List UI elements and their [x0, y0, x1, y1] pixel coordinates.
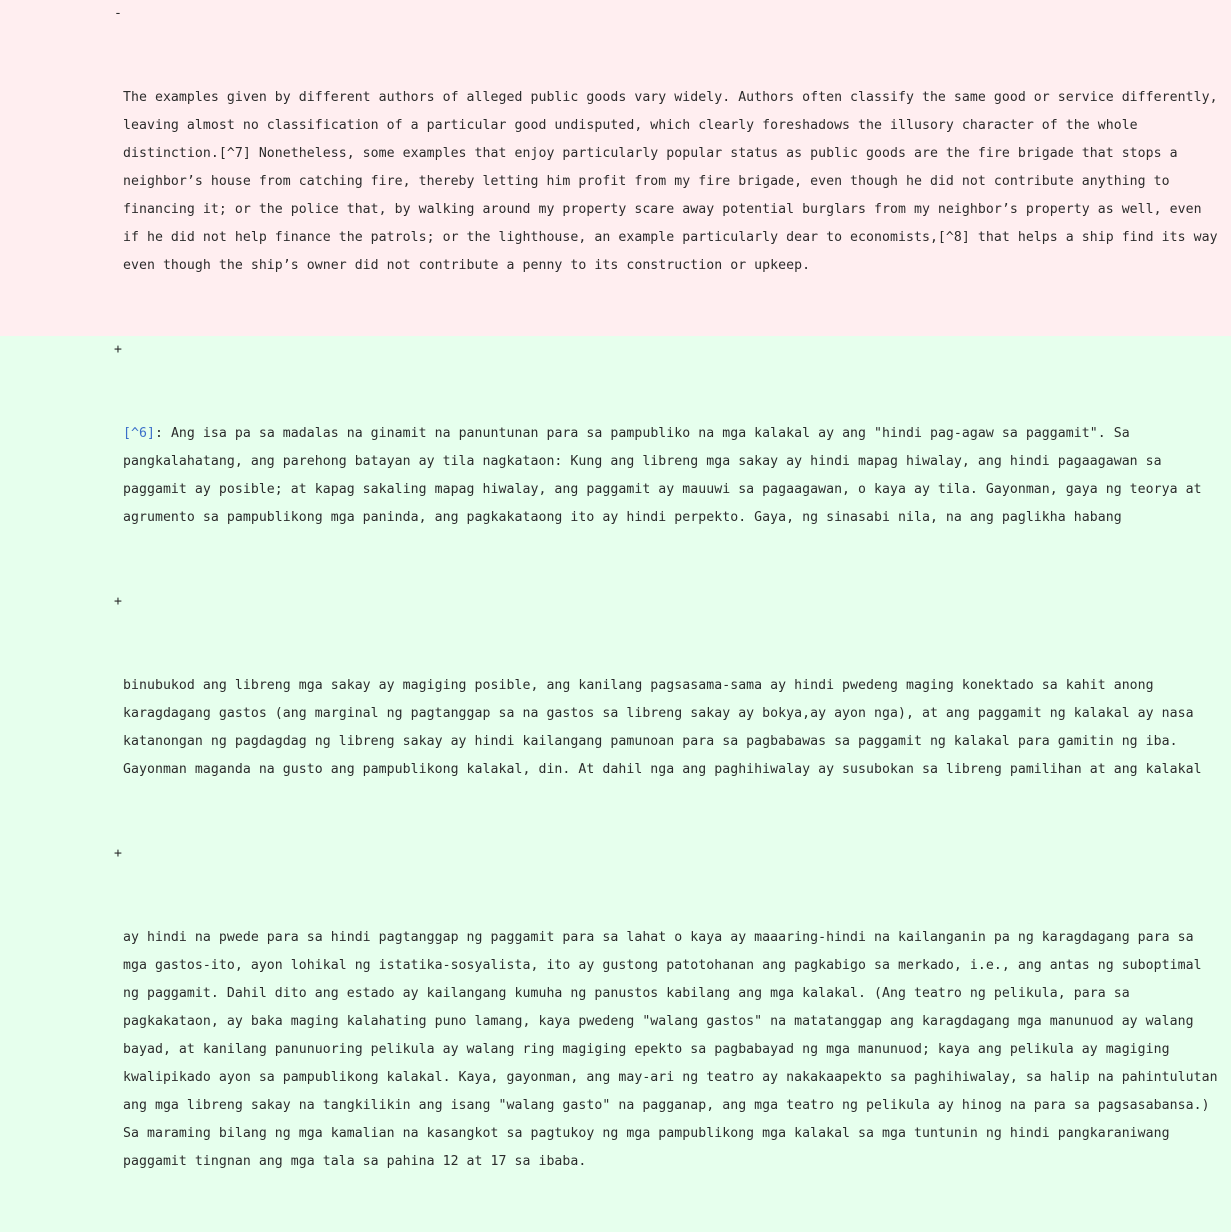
insertion-marker: +: [114, 342, 122, 357]
footnote-link[interactable]: [^6]: [123, 426, 155, 441]
insertion-marker: +: [114, 846, 122, 861]
diff-row-insertion: [0, 840, 1231, 1232]
diff-line-content: [0, 840, 1231, 1232]
inserted-text-wrapper: [114, 420, 1219, 532]
insertion-marker: +: [114, 594, 122, 609]
deleted-text: The examples given by different authors of alleged public goods vary widely. Authors often classify the same good or service differently, leaving almost no classification of a particular good undisputed, which clearly foreshadows the illusory character of the whole distinction.[^7] Nonetheless, some examples that enjoy particularly popular status as public goods are the fire brigade that stops a neighbor’s house from catching fire, thereby letting him profit from my fire brigade, even though he did not contribute anything to financing it; or the police that, by walking around my property scare away potential burglars from my neighbor’s property as well, even if he did not help finance the patrols; or the lighthouse, an example particularly dear to economists,[^8] that helps a ship find its way even though the ship’s owner did not contribute a penny to its construction or upkeep.: [123, 90, 1226, 273]
inserted-text: : Ang isa pa sa madalas na ginamit na panuntunan para sa pampubliko na mga kalakal ay ang "hindi pag-agaw sa paggamit". Sa pangkalahatang, ang parehong batayan ay tila nagkataon: Kung ang libreng mga sakay ay hindi mapag hiwalay, ang hindi pagaagawan sa paggamit ay posible; at kapag sakaling mapag hiwalay, ang paggamit ay mauuwi sa pagaagawan, o kaya ay tila. Gayonman, gaya ng teorya at agrumento sa pampublikong mga paninda, ang pagkakataong ito ay hindi perpekto. Gaya, ng sinasabi nila, na ang paglikha habang: [123, 426, 1210, 525]
diff-row-insertion: [0, 336, 1231, 588]
diff-line-content: [0, 336, 1231, 588]
diff-row-insertion: [0, 588, 1231, 840]
diff-line-content: [0, 0, 1231, 336]
inserted-text: binubukod ang libreng mga sakay ay magiging posible, ang kanilang pagsasama-sama ay hindi pwedeng maging konektado sa kahit anong karagdagang gastos (ang marginal ng pagtanggap sa na gastos sa libreng sakay ay bokya,ay ayon nga), at ang paggamit ng kalakal ay nasa katanongan ng pagdagdag ng libreng sakay ay hindi kailangang pamunoan para sa pagbabawas sa paggamit ng kalakal para gamitin ng iba. Gayonman maganda na gusto ang pampublikong kalakal, din. At dahil nga ang paghihiwalay ay susubokan sa libreng pamilihan at ang kalakal: [123, 678, 1202, 777]
diff-row-deletion: [0, 0, 1231, 336]
deletion-marker: -: [114, 6, 122, 21]
inserted-text: ay hindi na pwede para sa hindi pagtanggap ng paggamit para sa lahat o kaya ay maaaring-hindi na kailanganin pa ng karagdagang para sa mga gastos-ito, ayon lohikal ng istatika-sosyalista, ito ay gustong patotohanan ang pagkabigo sa merkado, i.e., ang antas ng suboptimal ng paggamit. Dahil dito ang estado ay kailangang kumuha ng panustos kabilang ang mga kalakal. (Ang teatro ng pelikula, para sa pagkakataon, ay baka maging kalahating puno lamang, kaya pwedeng "walang gastos" na matatanggap ang karagdagang mga manunuod ay walang bayad, at kanilang panunuoring pelikula ay walang ring magiging epekto sa pagbabayad ng mga manunuod; kaya ang pelikula ay magiging kwalipikado ayon sa pampublikong kalakal. Kaya, gayonman, ang may-ari ng teatro ay nakakaapekto sa paghihiwalay, sa halip na pahintulutan ang mga libreng sakay na tangkilikin ang isang "walang gasto" na pagganap, ang mga teatro ng pelikula ay hinog na para sa pagsasabansa.) Sa maraming bilang ng mga kamalian na kasangkot sa pagtukoy ng mga pampublikong mga kalakal sa mga tuntunin ng hindi pangkaraniwang paggamit tingnan ang mga tala sa pahina 12 at 17 sa ibaba.: [123, 930, 1226, 1169]
diff-line-content: [0, 588, 1231, 840]
